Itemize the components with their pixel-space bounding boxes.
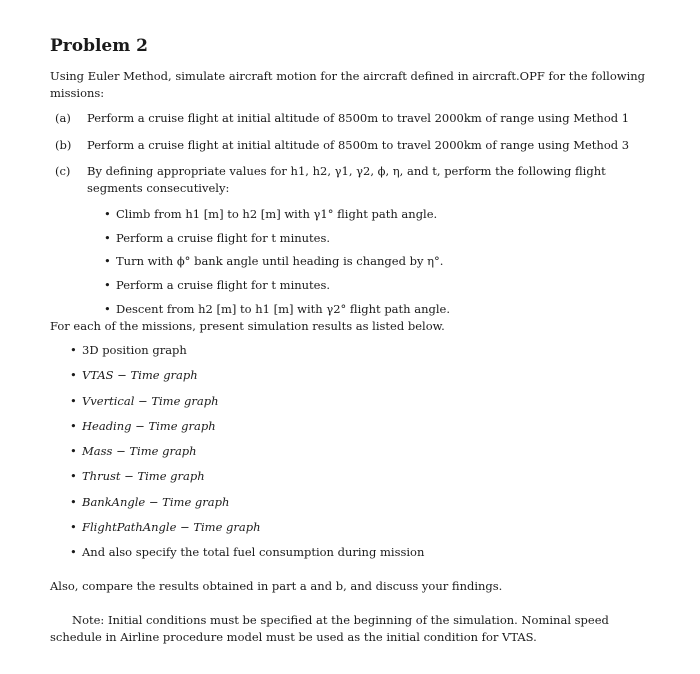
- item-text: Perform a cruise flight at initial altitude of 8500m to travel 2000km of range using Method 3: [87, 137, 630, 152]
- segment-item: • Descent from h2 [m] to h1 [m] with γ2° flight path angle.: [104, 301, 450, 316]
- result-item: • VTAS − Time graph: [70, 368, 198, 383]
- bullet-icon: •: [70, 393, 77, 408]
- mission-list: [55, 110, 655, 207]
- problem-title: Problem 2: [50, 36, 148, 56]
- result-item: • FlightPathAngle − Time graph: [70, 519, 261, 534]
- result-item: • BankAngle − Time graph: [70, 494, 230, 509]
- bullet-icon: •: [70, 519, 77, 534]
- compare-paragraph: Also, compare the results obtained in part a and b, and discuss your findings.: [50, 579, 503, 593]
- result-item: • And also specify the total fuel consumption during mission: [70, 545, 425, 560]
- bullet-icon: •: [70, 494, 77, 509]
- mission-item: [55, 163, 655, 196]
- item-text: By defining appropriate values for h1, h2, γ1, γ2, ϕ, η, and t, perform the following flight segments consecutively:: [87, 164, 606, 196]
- item-label: (a): [55, 111, 71, 125]
- segment-item: • Perform a cruise flight for t minutes.: [104, 278, 331, 293]
- result-item: • Vvertical − Time graph: [70, 393, 219, 408]
- item-label: (b): [55, 137, 72, 152]
- bullet-icon: •: [70, 545, 77, 560]
- bullet-icon: •: [104, 254, 111, 269]
- bullet-icon: •: [70, 368, 77, 383]
- note-paragraph: Note: Initial conditions must be specified at the beginning of the simulation. Nominal speed schedule in Airline procedure model must be used as the initial condition for VTAS.: [50, 613, 609, 644]
- segment-item: • Perform a cruise flight for t minutes.: [104, 230, 331, 245]
- result-item: • Mass − Time graph: [70, 444, 197, 459]
- bullet-icon: •: [104, 230, 111, 245]
- mission-item: [55, 110, 655, 127]
- result-item: • Heading − Time graph: [70, 418, 216, 433]
- results-list: [70, 342, 424, 569]
- segment-item: • Turn with ϕ° bank angle until heading is changed by η°.: [104, 254, 444, 269]
- results-heading: For each of the missions, present simulation results as listed below.: [50, 319, 445, 333]
- bullet-icon: •: [104, 278, 111, 293]
- bullet-icon: •: [104, 301, 111, 316]
- bullet-icon: •: [70, 343, 77, 357]
- segment-item: • Climb from h1 [m] to h2 [m] with γ1° flight path angle.: [104, 207, 438, 221]
- item-label: (c): [55, 164, 71, 179]
- problem-intro: Using Euler Method, simulate aircraft motion for the aircraft defined in aircraft.OPF for the following missions:: [50, 69, 646, 100]
- result-item: • Thrust − Time graph: [70, 469, 205, 484]
- bullet-icon: •: [104, 207, 111, 221]
- mission-item: [55, 137, 655, 154]
- bullet-icon: •: [70, 444, 77, 459]
- item-text: Perform a cruise flight at initial altitude of 8500m to travel 2000km of range using Method 1: [87, 111, 630, 125]
- bullet-icon: •: [70, 469, 77, 484]
- result-item: • 3D position graph: [70, 343, 187, 357]
- bullet-icon: •: [70, 418, 77, 433]
- segment-list: [104, 206, 450, 324]
